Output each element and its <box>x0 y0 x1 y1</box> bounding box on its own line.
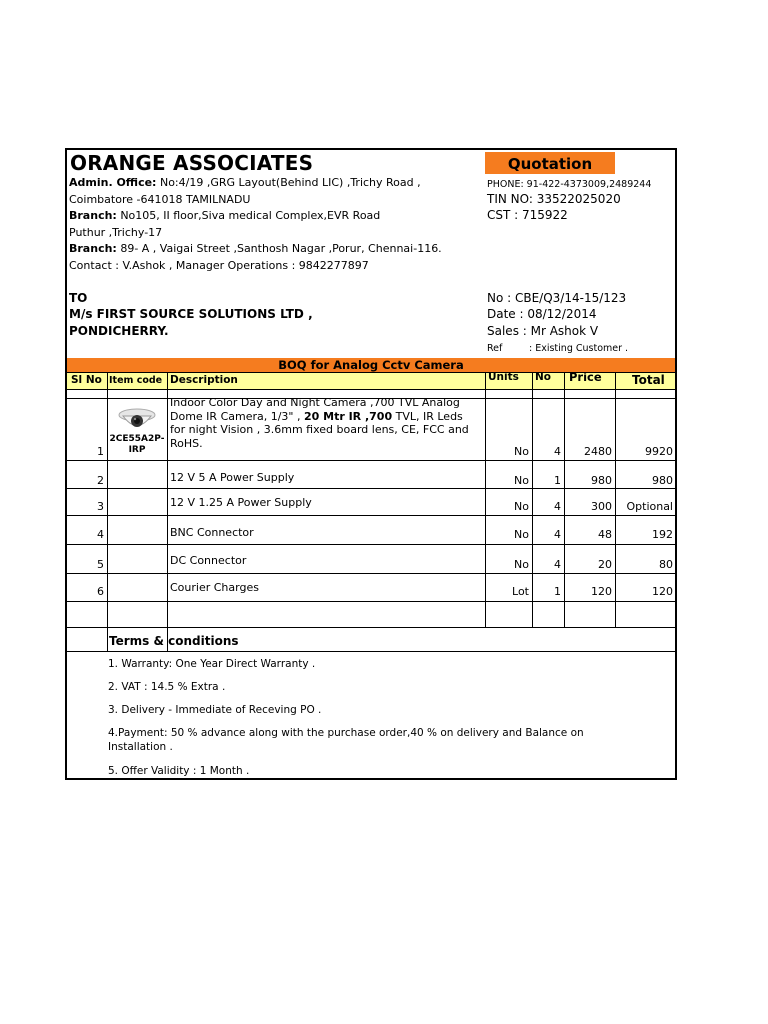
row6-units: Lot <box>512 585 529 598</box>
term-delivery: 3. Delivery - Immediate of Receving PO . <box>108 704 322 716</box>
quote-date: Date : 08/12/2014 <box>487 307 597 321</box>
row2-no: 1 <box>554 474 561 487</box>
row3-price: 300 <box>591 500 612 513</box>
row6-sl: 6 <box>97 585 104 598</box>
row4-units: No <box>514 528 529 541</box>
row3-units: No <box>514 500 529 513</box>
row4-total: 192 <box>652 528 673 541</box>
row2-sl: 2 <box>97 474 104 487</box>
quotation-badge: Quotation <box>485 152 615 174</box>
admin-office-line1: Admin. Office: No:4/19 ,GRG Layout(Behind LIC) ,Trichy Road , <box>69 176 421 189</box>
col-units: Units <box>488 371 519 383</box>
row6-no: 1 <box>554 585 561 598</box>
term-payment-cont: Installation . <box>108 741 173 753</box>
admin-office-line2: Coimbatore -641018 TAMILNADU <box>69 193 251 206</box>
branch1-line1: Branch: No105, II floor,Siva medical Complex,EVR Road <box>69 209 381 222</box>
row1-total: 9920 <box>645 445 673 458</box>
branch1-line2: Puthur ,Trichy-17 <box>69 226 163 239</box>
quotation-sheet <box>65 148 677 780</box>
ref-label: Ref <box>487 343 503 354</box>
col-sl-no: Sl No <box>71 374 102 386</box>
row2-description: 12 V 5 A Power Supply <box>170 471 295 484</box>
phone-line: PHONE: 91-422-4373009,2489244 <box>487 179 652 190</box>
term-payment: 4.Payment: 50 % advance along with the purchase order,40 % on delivery and Balance on <box>108 727 584 739</box>
col-description: Description <box>170 374 238 386</box>
row6-total: 120 <box>652 585 673 598</box>
contact-line: Contact : V.Ashok , Manager Operations : 9842277897 <box>69 259 369 272</box>
row1-no: 4 <box>554 445 561 458</box>
row4-description: BNC Connector <box>170 526 254 539</box>
row2-units: No <box>514 474 529 487</box>
row2-total: 980 <box>652 474 673 487</box>
row5-total: 80 <box>659 558 673 571</box>
row5-units: No <box>514 558 529 571</box>
row6-price: 120 <box>591 585 612 598</box>
recipient-name: M/s FIRST SOURCE SOLUTIONS LTD , <box>69 307 313 321</box>
col-no: No <box>535 371 552 383</box>
ref-value: : Existing Customer . <box>529 343 629 354</box>
row4-no: 4 <box>554 528 561 541</box>
row1-description: Indoor Color Day and Night Camera ,700 TVL Analog Dome IR Camera, 1/3" , 20 Mtr IR ,700 TVL, IR Leds for night Vision , 3.6mm fixed board lens, CE, FCC and RoHS. <box>170 396 469 450</box>
row5-no: 4 <box>554 558 561 571</box>
row3-total: Optional <box>626 500 673 513</box>
row5-description: DC Connector <box>170 554 247 567</box>
tin-line: TIN NO: 33522025020 <box>487 192 621 206</box>
quote-number: No : CBE/Q3/14-15/123 <box>487 291 627 305</box>
term-validity: 5. Offer Validity : 1 Month . <box>108 765 250 777</box>
terms-title: Terms & conditions <box>109 634 239 648</box>
col-item-code: Item code <box>109 375 163 386</box>
company-name: ORANGE ASSOCIATES <box>70 151 314 175</box>
boq-title: BOQ for Analog Cctv Camera <box>67 358 675 372</box>
branch2-line: Branch: 89- A , Vaigai Street ,Santhosh Nagar ,Porur, Chennai-116. <box>69 242 442 255</box>
row3-sl: 3 <box>97 500 104 513</box>
row5-sl: 5 <box>97 558 104 571</box>
row2-price: 980 <box>591 474 612 487</box>
row3-no: 4 <box>554 500 561 513</box>
row1-units: No <box>514 445 529 458</box>
term-vat: 2. VAT : 14.5 % Extra . <box>108 681 226 693</box>
term-warranty: 1. Warranty: One Year Direct Warranty . <box>108 658 316 670</box>
row4-price: 48 <box>598 528 612 541</box>
row1-price: 2480 <box>584 445 612 458</box>
to-label: TO <box>69 291 88 305</box>
dome-camera-image <box>117 405 157 435</box>
row1-sl: 1 <box>97 445 104 458</box>
recipient-city: PONDICHERRY. <box>69 324 169 338</box>
table-header-row <box>67 372 675 390</box>
row6-description: Courier Charges <box>170 581 259 594</box>
cst-line: CST : 715922 <box>487 208 568 222</box>
row3-description: 12 V 1.25 A Power Supply <box>170 496 312 509</box>
row5-price: 20 <box>598 558 612 571</box>
col-price: Price <box>569 370 602 384</box>
sales-person: Sales : Mr Ashok V <box>487 324 599 338</box>
row4-sl: 4 <box>97 528 104 541</box>
item-code: 2CE55A2P-IRP <box>109 434 165 455</box>
col-total: Total <box>632 373 665 387</box>
